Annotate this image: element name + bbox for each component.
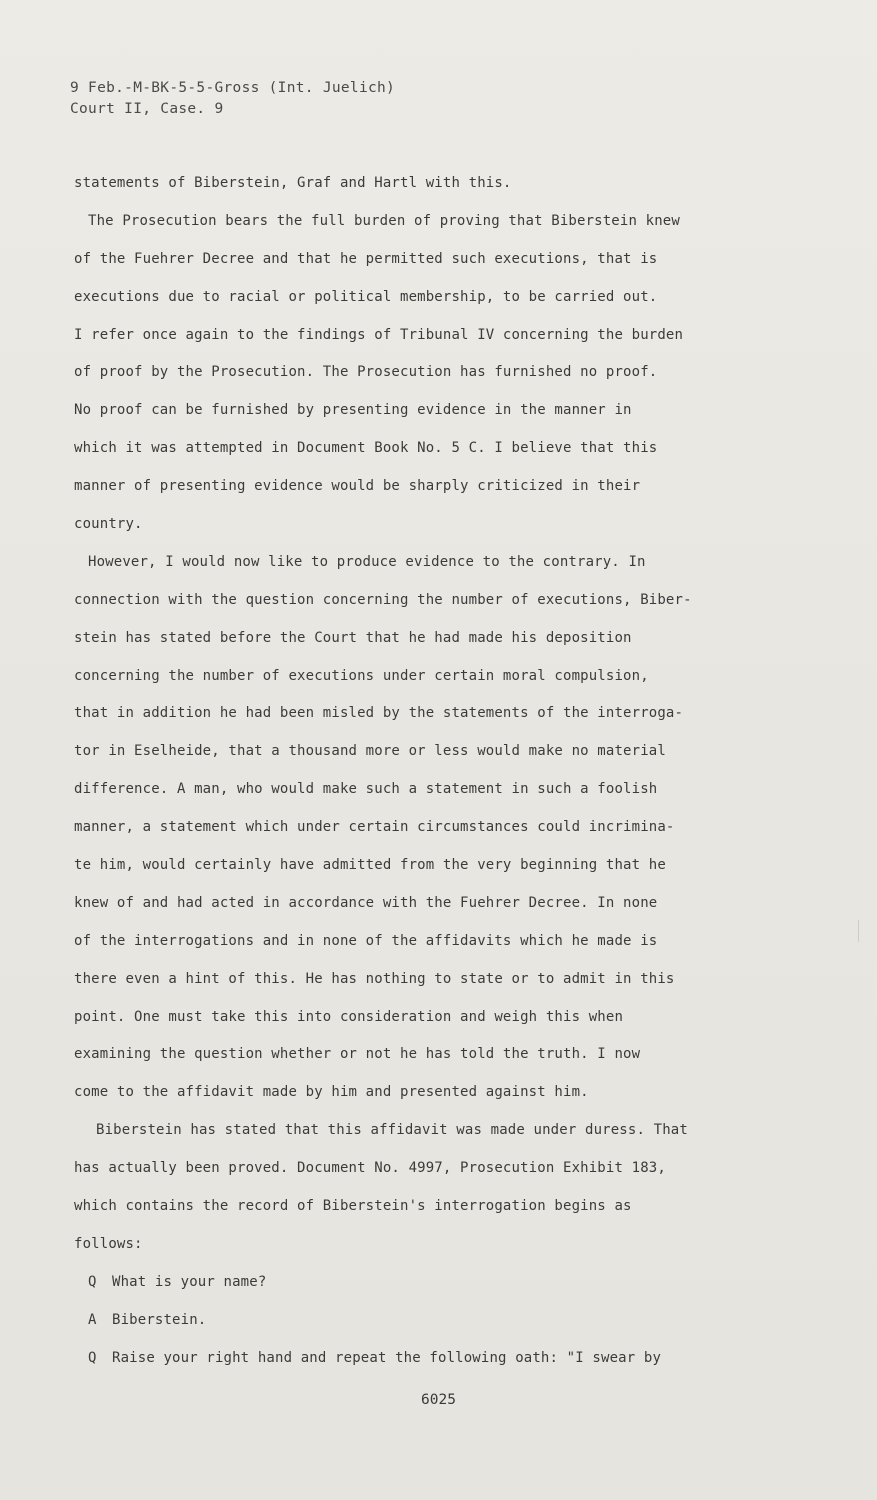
body-line: statements of Biberstein, Graf and Hartl with this. [74,175,512,191]
body-line: connection with the question concerning the number of executions, Biber- [74,591,692,608]
body-line: country. [74,516,143,533]
body-line: knew of and had acted in accordance with the Fuehrer Decree. In none [74,894,658,911]
body-line: executions due to racial or political membership, to be carried out. [74,288,658,305]
qa-text: What is your name? [112,1273,267,1290]
body-line: there even a hint of this. He has nothing to state or to admit in this [74,970,675,987]
body-line: follows: [74,1235,143,1252]
qa-text: Raise your right hand and repeat the following oath: "I swear by [112,1349,662,1366]
body-line: of the Fuehrer Decree and that he permitted such executions, that is [74,250,658,267]
body-line: examining the question whether or not he has told the truth. I now [74,1046,641,1063]
body-line: which it was attempted in Document Book No. 5 C. I believe that this [74,440,658,457]
document-body [74,172,764,1385]
body-line: However, I would now like to produce evidence to the contrary. In [88,553,646,570]
page-number: 6025 [421,1392,456,1408]
body-line: manner of presenting evidence would be sharply criticized in their [74,478,641,495]
interrogation-question [74,1347,764,1385]
body-line: stein has stated before the Court that he had made his deposition [74,629,632,646]
body-line: that in addition he had been misled by the statements of the interroga- [74,705,684,722]
body-line: point. One must take this into consideration and weigh this when [74,1008,624,1025]
body-line: te him, would certainly have admitted from the very beginning that he [74,857,666,874]
body-line: difference. A man, who would make such a statement in such a foolish [74,781,658,798]
body-line: has actually been proved. Document No. 4997, Prosecution Exhibit 183, [74,1160,666,1177]
body-line: concerning the number of executions under certain moral compulsion, [74,667,649,684]
header-court-line: Court II, Case. 9 [70,101,224,117]
document-header [70,78,395,120]
interrogation-question [74,1271,764,1309]
body-line: of proof by the Prosecution. The Prosecution has furnished no proof. [74,364,658,381]
qa-tag: A [88,1311,97,1328]
body-line: Biberstein has stated that this affidavit was made under duress. That [96,1122,688,1139]
qa-tag: Q [88,1349,97,1366]
qa-text: Biberstein. [112,1311,207,1328]
qa-tag: Q [88,1273,97,1290]
body-line: I refer once again to the findings of Tribunal IV concerning the burden [74,326,684,343]
interrogation-answer [74,1309,764,1347]
header-reference-line: 9 Feb.-M-BK-5-5-Gross (Int. Juelich) [70,80,396,96]
body-line: No proof can be furnished by presenting evidence in the manner in [74,402,632,419]
body-line: tor in Eselheide, that a thousand more or less would make no material [74,743,666,760]
body-line: of the interrogations and in none of the affidavits which he made is [74,932,658,949]
paper-edge-mark [858,920,859,942]
body-line: which contains the record of Biberstein's interrogation begins as [74,1198,632,1215]
body-line: manner, a statement which under certain circumstances could incrimina- [74,819,675,836]
body-line: The Prosecution bears the full burden of proving that Biberstein knew [88,212,680,229]
body-line: come to the affidavit made by him and presented against him. [74,1084,589,1101]
